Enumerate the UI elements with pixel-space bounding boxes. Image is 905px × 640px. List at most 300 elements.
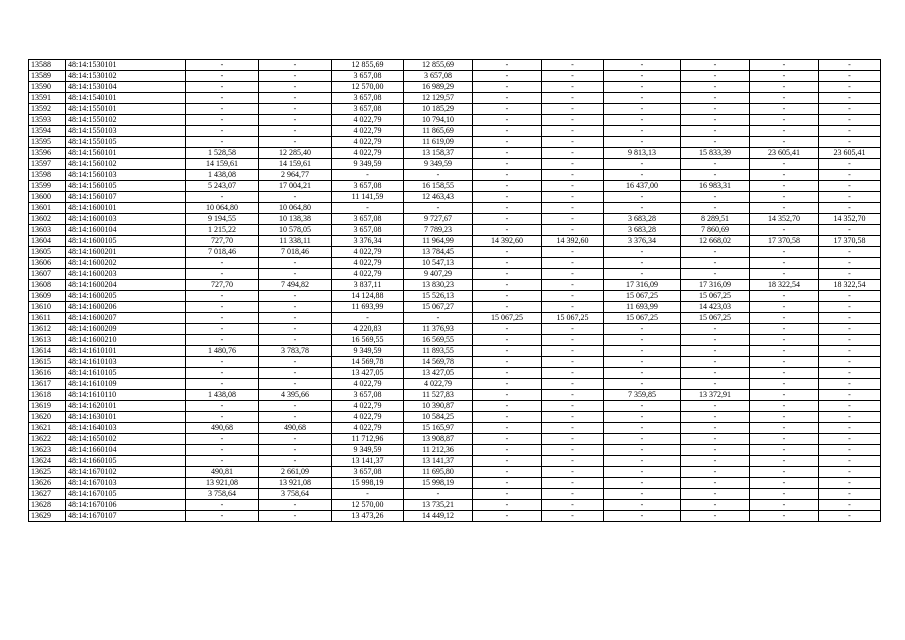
- value-cell: -: [473, 159, 542, 170]
- value-cell: -: [186, 93, 259, 104]
- value-cell: -: [681, 203, 750, 214]
- value-cell: -: [404, 313, 473, 324]
- value-cell: -: [186, 291, 259, 302]
- value-cell: -: [542, 456, 604, 467]
- value-cell: -: [819, 104, 881, 115]
- value-cell: -: [819, 82, 881, 93]
- value-cell: 17 004,21: [259, 181, 332, 192]
- table-row: [29, 203, 881, 214]
- row-number-cell: 13599: [29, 181, 66, 192]
- value-cell: 7 860,69: [681, 225, 750, 236]
- value-cell: -: [186, 500, 259, 511]
- value-cell: 5 243,07: [186, 181, 259, 192]
- value-cell: -: [750, 412, 819, 423]
- value-cell: -: [681, 511, 750, 522]
- value-cell: -: [542, 192, 604, 203]
- table-row: [29, 379, 881, 390]
- value-cell: 490,68: [259, 423, 332, 434]
- value-cell: -: [186, 379, 259, 390]
- value-cell: -: [681, 489, 750, 500]
- value-cell: -: [819, 203, 881, 214]
- value-cell: -: [473, 456, 542, 467]
- table-row: [29, 434, 881, 445]
- value-cell: 15 067,25: [604, 291, 681, 302]
- value-cell: 15 833,39: [681, 148, 750, 159]
- value-cell: -: [473, 511, 542, 522]
- value-cell: 9 349,59: [332, 159, 404, 170]
- value-cell: 13 830,23: [404, 280, 473, 291]
- table-row: [29, 71, 881, 82]
- value-cell: -: [819, 412, 881, 423]
- value-cell: -: [604, 423, 681, 434]
- value-cell: -: [542, 71, 604, 82]
- value-cell: -: [473, 302, 542, 313]
- value-cell: -: [750, 258, 819, 269]
- value-cell: -: [819, 346, 881, 357]
- cadastral-number-cell: 48:14:1560105: [66, 181, 186, 192]
- value-cell: -: [542, 335, 604, 346]
- value-cell: 10 390,87: [404, 401, 473, 412]
- table-row: [29, 225, 881, 236]
- cadastral-number-cell: 48:14:1560103: [66, 170, 186, 181]
- value-cell: -: [259, 511, 332, 522]
- value-cell: -: [473, 401, 542, 412]
- value-cell: -: [259, 104, 332, 115]
- value-cell: 3 758,64: [186, 489, 259, 500]
- value-cell: 3 657,08: [332, 467, 404, 478]
- value-cell: -: [473, 280, 542, 291]
- value-cell: -: [542, 170, 604, 181]
- row-number-cell: 13610: [29, 302, 66, 313]
- value-cell: 11 376,93: [404, 324, 473, 335]
- row-number-cell: 13611: [29, 313, 66, 324]
- value-cell: -: [681, 434, 750, 445]
- value-cell: -: [604, 192, 681, 203]
- value-cell: -: [681, 412, 750, 423]
- value-cell: -: [332, 489, 404, 500]
- value-cell: -: [186, 412, 259, 423]
- value-cell: 10 064,80: [259, 203, 332, 214]
- value-cell: -: [604, 159, 681, 170]
- table-row: [29, 280, 881, 291]
- value-cell: 13 784,45: [404, 247, 473, 258]
- value-cell: 10 064,80: [186, 203, 259, 214]
- value-cell: -: [473, 445, 542, 456]
- value-cell: -: [819, 269, 881, 280]
- value-cell: -: [473, 434, 542, 445]
- value-cell: -: [750, 104, 819, 115]
- value-cell: -: [681, 159, 750, 170]
- value-cell: 14 352,70: [819, 214, 881, 225]
- value-cell: -: [604, 115, 681, 126]
- value-cell: -: [473, 357, 542, 368]
- value-cell: -: [542, 434, 604, 445]
- value-cell: -: [750, 434, 819, 445]
- value-cell: -: [542, 214, 604, 225]
- table-row: [29, 467, 881, 478]
- value-cell: 14 159,61: [259, 159, 332, 170]
- value-cell: 13 141,37: [404, 456, 473, 467]
- value-cell: -: [750, 489, 819, 500]
- row-number-cell: 13615: [29, 357, 66, 368]
- value-cell: -: [750, 225, 819, 236]
- value-cell: 4 022,79: [332, 379, 404, 390]
- value-cell: -: [542, 368, 604, 379]
- row-number-cell: 13605: [29, 247, 66, 258]
- value-cell: -: [819, 478, 881, 489]
- value-cell: 10 185,29: [404, 104, 473, 115]
- value-cell: 13 372,91: [681, 390, 750, 401]
- row-number-cell: 13593: [29, 115, 66, 126]
- value-cell: -: [819, 225, 881, 236]
- value-cell: 3 657,08: [332, 71, 404, 82]
- value-cell: 15 067,25: [542, 313, 604, 324]
- cadastral-number-cell: 48:14:1600101: [66, 203, 186, 214]
- value-cell: -: [681, 324, 750, 335]
- value-cell: -: [542, 346, 604, 357]
- cadastral-number-cell: 48:14:1600209: [66, 324, 186, 335]
- value-cell: 13 427,05: [332, 368, 404, 379]
- value-cell: -: [819, 313, 881, 324]
- value-cell: -: [332, 170, 404, 181]
- value-cell: -: [750, 357, 819, 368]
- value-cell: -: [750, 313, 819, 324]
- table-row: [29, 511, 881, 522]
- row-number-cell: 13614: [29, 346, 66, 357]
- value-cell: -: [604, 82, 681, 93]
- cadastral-number-cell: 48:14:1560107: [66, 192, 186, 203]
- table-row: [29, 247, 881, 258]
- value-cell: 3 657,08: [332, 390, 404, 401]
- cadastral-number-cell: 48:14:1550102: [66, 115, 186, 126]
- value-cell: -: [259, 93, 332, 104]
- value-cell: 15 067,25: [681, 313, 750, 324]
- value-cell: -: [542, 93, 604, 104]
- value-cell: -: [542, 357, 604, 368]
- value-cell: -: [681, 247, 750, 258]
- value-cell: -: [681, 258, 750, 269]
- value-cell: 4 022,79: [332, 126, 404, 137]
- cadastral-number-cell: 48:14:1610103: [66, 357, 186, 368]
- value-cell: 12 570,00: [332, 500, 404, 511]
- value-cell: -: [473, 368, 542, 379]
- value-cell: -: [404, 489, 473, 500]
- value-cell: 1 528,58: [186, 148, 259, 159]
- value-cell: -: [473, 203, 542, 214]
- table-row: [29, 60, 881, 71]
- value-cell: -: [681, 82, 750, 93]
- cadastral-number-cell: 48:14:1600202: [66, 258, 186, 269]
- value-cell: 13 921,08: [186, 478, 259, 489]
- value-cell: -: [681, 357, 750, 368]
- value-cell: -: [681, 445, 750, 456]
- value-cell: 14 352,70: [750, 214, 819, 225]
- value-cell: -: [750, 170, 819, 181]
- row-number-cell: 13616: [29, 368, 66, 379]
- table-row: [29, 456, 881, 467]
- row-number-cell: 13591: [29, 93, 66, 104]
- value-cell: -: [542, 137, 604, 148]
- cadastral-number-cell: 48:14:1540101: [66, 93, 186, 104]
- value-cell: -: [819, 489, 881, 500]
- table-row: [29, 390, 881, 401]
- value-cell: -: [604, 478, 681, 489]
- row-number-cell: 13590: [29, 82, 66, 93]
- table-row: [29, 368, 881, 379]
- value-cell: 11 619,09: [404, 137, 473, 148]
- value-cell: -: [750, 269, 819, 280]
- value-cell: 11 695,80: [404, 467, 473, 478]
- value-cell: -: [542, 379, 604, 390]
- value-cell: -: [750, 181, 819, 192]
- value-cell: -: [259, 368, 332, 379]
- row-number-cell: 13620: [29, 412, 66, 423]
- value-cell: 2 964,77: [259, 170, 332, 181]
- row-number-cell: 13624: [29, 456, 66, 467]
- value-cell: -: [542, 181, 604, 192]
- value-cell: -: [259, 291, 332, 302]
- value-cell: 10 547,13: [404, 258, 473, 269]
- value-cell: -: [819, 247, 881, 258]
- value-cell: -: [473, 423, 542, 434]
- value-cell: -: [819, 115, 881, 126]
- value-cell: 7 359,85: [604, 390, 681, 401]
- value-cell: -: [473, 181, 542, 192]
- value-cell: -: [186, 71, 259, 82]
- value-cell: 16 983,31: [681, 181, 750, 192]
- table-row: [29, 478, 881, 489]
- row-number-cell: 13592: [29, 104, 66, 115]
- value-cell: -: [186, 258, 259, 269]
- value-cell: 4 022,79: [332, 247, 404, 258]
- value-cell: -: [542, 302, 604, 313]
- cadastral-number-cell: 48:14:1600201: [66, 247, 186, 258]
- row-number-cell: 13604: [29, 236, 66, 247]
- value-cell: 15 067,27: [404, 302, 473, 313]
- table-row: [29, 500, 881, 511]
- value-cell: -: [259, 60, 332, 71]
- value-cell: 17 316,09: [681, 280, 750, 291]
- value-cell: -: [604, 324, 681, 335]
- value-cell: 3 657,08: [332, 93, 404, 104]
- value-cell: -: [186, 313, 259, 324]
- table-row: [29, 93, 881, 104]
- value-cell: -: [473, 247, 542, 258]
- value-cell: 23 605,41: [750, 148, 819, 159]
- value-cell: -: [186, 511, 259, 522]
- row-number-cell: 13602: [29, 214, 66, 225]
- table-row: [29, 258, 881, 269]
- value-cell: -: [542, 423, 604, 434]
- value-cell: -: [604, 104, 681, 115]
- value-cell: 7 789,23: [404, 225, 473, 236]
- value-cell: -: [819, 60, 881, 71]
- value-cell: -: [750, 368, 819, 379]
- data-table: [28, 59, 881, 522]
- value-cell: 13 735,21: [404, 500, 473, 511]
- table-row: [29, 148, 881, 159]
- value-cell: -: [542, 269, 604, 280]
- cadastral-number-cell: 48:14:1610110: [66, 390, 186, 401]
- cadastral-number-cell: 48:14:1670103: [66, 478, 186, 489]
- value-cell: -: [332, 313, 404, 324]
- value-cell: -: [186, 302, 259, 313]
- value-cell: 18 322,54: [750, 280, 819, 291]
- value-cell: -: [604, 258, 681, 269]
- table-row: [29, 357, 881, 368]
- row-number-cell: 13626: [29, 478, 66, 489]
- cadastral-number-cell: 48:14:1600105: [66, 236, 186, 247]
- value-cell: -: [819, 434, 881, 445]
- row-number-cell: 13597: [29, 159, 66, 170]
- value-cell: -: [681, 478, 750, 489]
- value-cell: -: [473, 115, 542, 126]
- value-cell: -: [259, 357, 332, 368]
- value-cell: -: [750, 324, 819, 335]
- value-cell: -: [259, 401, 332, 412]
- value-cell: -: [750, 159, 819, 170]
- value-cell: 14 449,12: [404, 511, 473, 522]
- value-cell: -: [542, 148, 604, 159]
- table-row: [29, 313, 881, 324]
- value-cell: -: [259, 137, 332, 148]
- value-cell: 10 578,05: [259, 225, 332, 236]
- value-cell: 16 989,29: [404, 82, 473, 93]
- cadastral-number-cell: 48:14:1560101: [66, 148, 186, 159]
- value-cell: 13 921,08: [259, 478, 332, 489]
- value-cell: -: [604, 60, 681, 71]
- value-cell: 14 159,61: [186, 159, 259, 170]
- table-row: [29, 170, 881, 181]
- value-cell: -: [473, 258, 542, 269]
- table-row: [29, 214, 881, 225]
- value-cell: -: [604, 170, 681, 181]
- cadastral-number-cell: 48:14:1600103: [66, 214, 186, 225]
- cadastral-number-cell: 48:14:1610101: [66, 346, 186, 357]
- value-cell: 16 437,00: [604, 181, 681, 192]
- row-number-cell: 13609: [29, 291, 66, 302]
- value-cell: 4 022,79: [332, 137, 404, 148]
- table-row: [29, 115, 881, 126]
- value-cell: -: [604, 511, 681, 522]
- value-cell: -: [750, 456, 819, 467]
- row-number-cell: 13627: [29, 489, 66, 500]
- value-cell: -: [750, 192, 819, 203]
- value-cell: -: [819, 401, 881, 412]
- value-cell: 9 407,29: [404, 269, 473, 280]
- value-cell: -: [604, 126, 681, 137]
- value-cell: -: [604, 93, 681, 104]
- row-number-cell: 13612: [29, 324, 66, 335]
- row-number-cell: 13618: [29, 390, 66, 401]
- value-cell: 3 657,08: [332, 225, 404, 236]
- value-cell: -: [604, 500, 681, 511]
- value-cell: 1 480,76: [186, 346, 259, 357]
- value-cell: 10 794,10: [404, 115, 473, 126]
- value-cell: 9 727,67: [404, 214, 473, 225]
- value-cell: -: [750, 93, 819, 104]
- value-cell: -: [186, 82, 259, 93]
- value-cell: -: [186, 126, 259, 137]
- value-cell: -: [750, 478, 819, 489]
- value-cell: 17 316,09: [604, 280, 681, 291]
- cadastral-number-cell: 48:14:1660104: [66, 445, 186, 456]
- row-number-cell: 13623: [29, 445, 66, 456]
- value-cell: -: [473, 412, 542, 423]
- value-cell: -: [681, 192, 750, 203]
- value-cell: -: [604, 335, 681, 346]
- value-cell: 3 758,64: [259, 489, 332, 500]
- value-cell: 15 067,25: [681, 291, 750, 302]
- table-row: [29, 159, 881, 170]
- value-cell: 11 338,11: [259, 236, 332, 247]
- value-cell: 9 349,59: [404, 159, 473, 170]
- value-cell: 4 022,79: [404, 379, 473, 390]
- cadastral-number-cell: 48:14:1600203: [66, 269, 186, 280]
- value-cell: 11 712,96: [332, 434, 404, 445]
- value-cell: 3 657,08: [332, 104, 404, 115]
- value-cell: -: [681, 137, 750, 148]
- value-cell: -: [186, 401, 259, 412]
- value-cell: 4 022,79: [332, 148, 404, 159]
- value-cell: -: [542, 159, 604, 170]
- value-cell: 11 693,99: [332, 302, 404, 313]
- value-cell: -: [819, 368, 881, 379]
- row-number-cell: 13622: [29, 434, 66, 445]
- value-cell: -: [473, 489, 542, 500]
- value-cell: -: [604, 456, 681, 467]
- value-cell: -: [604, 434, 681, 445]
- value-cell: 4 022,79: [332, 401, 404, 412]
- cadastral-number-cell: 48:14:1530104: [66, 82, 186, 93]
- cadastral-number-cell: 48:14:1610109: [66, 379, 186, 390]
- value-cell: 15 998,19: [332, 478, 404, 489]
- value-cell: -: [332, 203, 404, 214]
- value-cell: 4 220,83: [332, 324, 404, 335]
- value-cell: -: [819, 379, 881, 390]
- value-cell: -: [542, 60, 604, 71]
- value-cell: 17 370,58: [819, 236, 881, 247]
- value-cell: -: [259, 269, 332, 280]
- cadastral-number-cell: 48:14:1620101: [66, 401, 186, 412]
- value-cell: 3 376,34: [332, 236, 404, 247]
- table-row: [29, 104, 881, 115]
- value-cell: -: [604, 467, 681, 478]
- value-cell: -: [819, 71, 881, 82]
- value-cell: 8 289,51: [681, 214, 750, 225]
- value-cell: 3 783,78: [259, 346, 332, 357]
- value-cell: 16 569,55: [404, 335, 473, 346]
- value-cell: 11 693,99: [604, 302, 681, 313]
- value-cell: 11 527,83: [404, 390, 473, 401]
- cadastral-number-cell: 48:14:1670106: [66, 500, 186, 511]
- row-number-cell: 13621: [29, 423, 66, 434]
- value-cell: 4 022,79: [332, 258, 404, 269]
- value-cell: -: [186, 357, 259, 368]
- value-cell: -: [186, 115, 259, 126]
- value-cell: -: [750, 401, 819, 412]
- value-cell: -: [542, 258, 604, 269]
- value-cell: -: [604, 247, 681, 258]
- value-cell: -: [750, 302, 819, 313]
- value-cell: -: [750, 346, 819, 357]
- value-cell: -: [750, 467, 819, 478]
- cadastral-number-cell: 48:14:1650102: [66, 434, 186, 445]
- value-cell: -: [604, 401, 681, 412]
- value-cell: 23 605,41: [819, 148, 881, 159]
- table-row: [29, 126, 881, 137]
- row-number-cell: 13598: [29, 170, 66, 181]
